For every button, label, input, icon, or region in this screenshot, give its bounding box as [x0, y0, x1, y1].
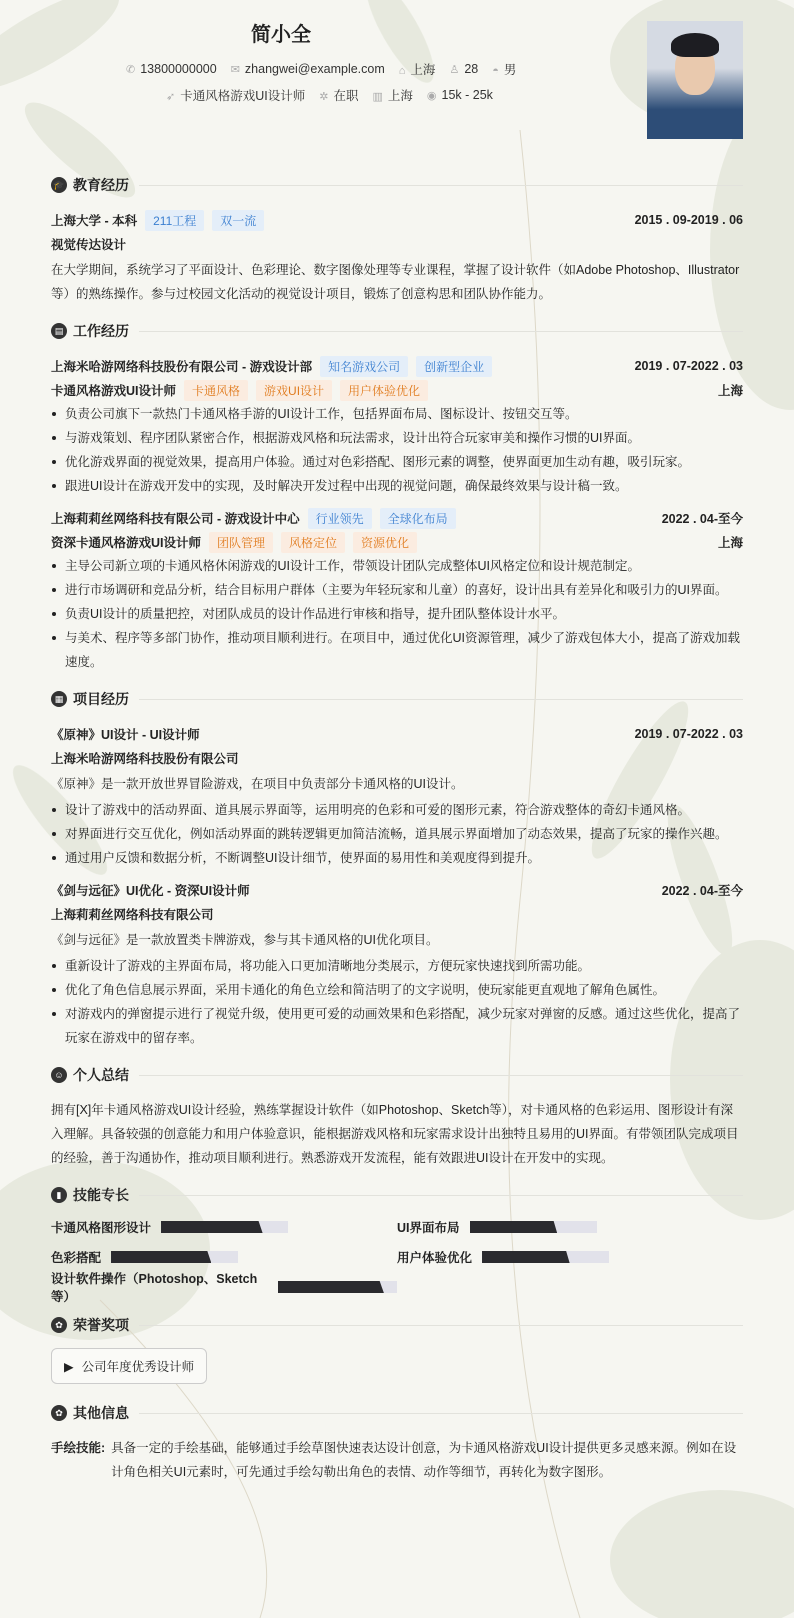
gender-icon: ◓ [492, 65, 499, 77]
section-education [51, 174, 743, 196]
skill-name: 设计软件操作（Photoshop、Sketch等） [51, 1272, 258, 1304]
job-duties [51, 402, 743, 498]
skill-bar-fill [482, 1251, 570, 1263]
spacer [51, 870, 743, 878]
skill-item [51, 1218, 397, 1236]
project-desc: 《剑与远征》是一款放置类卡牌游戏，参与其卡通风格的UI优化项目。 [51, 933, 439, 947]
tag: 风格定位 [281, 532, 345, 553]
list-item: 设计了游戏中的活动界面、道具展示界面等，运用明亮的色彩和可爱的图形元素，符合游戏整体的奇幻卡通风格。 [51, 798, 743, 822]
age: 28 [464, 62, 479, 76]
period: 2022 . 04-至今 [661, 884, 743, 898]
role-row [51, 530, 743, 554]
skill-item [51, 1272, 397, 1304]
section-title: 个人总结 [73, 1067, 129, 1083]
list-item: 对界面进行交互优化，例如活动界面的跳转逻辑更加简洁流畅，道具展示界面增加了动态效果，提高了玩家的操作兴趣。 [51, 822, 743, 846]
tag: 211工程 [145, 210, 204, 231]
graduation-cap-icon: 🎓 [51, 177, 67, 193]
project-header [51, 722, 743, 746]
info-icon: ✿ [51, 1405, 67, 1421]
profile-photo [647, 21, 743, 139]
list-item: 与游戏策划、程序团队紧密合作，根据游戏风格和玩法需求，设计出符合玩家审美和操作习惯的UI界面。 [51, 426, 743, 450]
email: zhangwei@example.com [244, 62, 385, 76]
tag: 行业领先 [308, 508, 372, 529]
project-desc: 《原神》是一款开放世界冒险游戏，在项目中负责部分卡通风格的UI设计。 [51, 777, 464, 791]
tag: 资源优化 [353, 532, 417, 553]
section-skills [51, 1184, 743, 1206]
school: 上海大学 - 本科 [51, 214, 138, 228]
home-icon: ⌂ [398, 65, 406, 77]
briefcase-icon: ▤ [51, 323, 67, 339]
location: 上海 [717, 384, 743, 398]
skill-bar [161, 1221, 288, 1233]
skill-item [397, 1248, 743, 1266]
project-items [51, 798, 743, 870]
section-title: 项目经历 [73, 691, 129, 707]
section-title: 工作经历 [73, 323, 129, 339]
skill-bar-fill [470, 1221, 558, 1233]
list-item: 跟进UI设计在游戏开发中的实现，及时解决开发过程中出现的视觉问题，确保最终效果与设计稿一致。 [51, 474, 743, 498]
project-company-row [51, 902, 743, 926]
project-header [51, 878, 743, 902]
section-work [51, 320, 743, 342]
section-title: 其他信息 [73, 1405, 129, 1421]
section-projects [51, 688, 743, 710]
position: 卡通风格游戏UI设计师 [180, 89, 306, 103]
company: 上海莉莉丝网络科技有限公司 - 游戏设计中心 [51, 512, 300, 526]
skill-name: 色彩搭配 [51, 1251, 102, 1265]
position-icon: ➶ [166, 91, 176, 103]
tag: 卡通风格 [184, 380, 248, 401]
period: 2015 . 09-2019 . 06 [634, 213, 743, 227]
period: 2022 . 04-至今 [661, 512, 743, 526]
list-item: 对游戏内的弹窗提示进行了视觉升级，使用更可爱的动画效果和色彩搭配，减少玩家对弹窗的反感。通过这些优化，提高了玩家在游戏中的留存率。 [51, 1002, 743, 1050]
skill-bar-fill [111, 1251, 211, 1263]
skill-bar [482, 1251, 609, 1263]
tag: 知名游戏公司 [320, 356, 408, 377]
list-item: 优化游戏界面的视觉效果，提高用户体验。通过对色彩搭配、图形元素的调整，使界面更加生动有趣，吸引玩家。 [51, 450, 743, 474]
job-duties [51, 554, 743, 674]
role-group [51, 532, 417, 553]
skill-bar-fill [278, 1281, 384, 1293]
role: 资深卡通风格游戏UI设计师 [51, 536, 202, 550]
phone-icon: ✆ [126, 64, 136, 76]
tag: 创新型企业 [416, 356, 492, 377]
building-icon: ▥ [372, 91, 383, 103]
list-item: 通过用户反馈和数据分析，不断调整UI设计细节，使界面的易用性和美观度得到提升。 [51, 846, 743, 870]
location: 上海 [717, 536, 743, 550]
salary: 15k - 25k [441, 88, 493, 102]
project-company: 上海米哈游网络科技股份有限公司 [51, 752, 239, 766]
period: 2019 . 07-2022 . 03 [634, 359, 743, 373]
job-title-group [51, 356, 492, 377]
other-label: 手绘技能: [51, 1441, 106, 1455]
age-icon: ♙ [449, 64, 460, 76]
resume-header [51, 0, 743, 160]
award-item[interactable] [51, 1348, 207, 1384]
tag: 用户体验优化 [340, 380, 428, 401]
salary-icon: ◉ [426, 90, 437, 102]
skill-bar-fill [161, 1221, 263, 1233]
role-row [51, 378, 743, 402]
chart-icon: ▮ [51, 1187, 67, 1203]
education-desc: 在大学期间，系统学习了平面设计、色彩理论、数字图像处理等专业课程，掌握了设计软件（如Adobe Photoshop、Illustrator等）的熟练操作。参与过校园文化活动的视觉设计项目，锻炼了创意构思和团队协作能力。 [51, 263, 740, 301]
project-title: 《原神》UI设计 - UI设计师 [51, 728, 200, 742]
section-title: 荣誉奖项 [73, 1317, 129, 1333]
list-item: 重新设计了游戏的主界面布局，将功能入口更加清晰地分类展示，方便玩家快速找到所需功能。 [51, 954, 743, 978]
tag: 团队管理 [209, 532, 273, 553]
role-group [51, 380, 428, 401]
city: 上海 [410, 63, 436, 77]
list-item: 与美术、程序等多部门协作，推动项目顺利进行。在项目中，通过优化UI资源管理，减少了游戏包体大小，提高了游戏加载速度。 [51, 626, 743, 674]
job-title-group [51, 508, 456, 529]
list-item: 负责UI设计的质量把控，对团队成员的设计作品进行审核和指导，提升团队整体设计水平。 [51, 602, 743, 626]
job-header [51, 506, 743, 530]
skill-name: UI界面布局 [397, 1221, 460, 1235]
list-item: 优化了角色信息展示界面，采用卡通化的角色立绘和简洁明了的文字说明，使玩家能更直观地了解角色属性。 [51, 978, 743, 1002]
section-awards [51, 1314, 743, 1336]
period: 2019 . 07-2022 . 03 [634, 727, 743, 741]
candidate-name: 简小全 [251, 24, 311, 46]
list-item: 主导公司新立项的卡通风格休闲游戏的UI设计工作，带领设计团队完成整体UI风格定位和设计规范制定。 [51, 554, 743, 578]
project-title: 《剑与远征》UI优化 - 资深UI设计师 [51, 884, 250, 898]
project-items [51, 954, 743, 1050]
skill-bar [111, 1251, 238, 1263]
tag: 游戏UI设计 [256, 380, 332, 401]
award-label: 公司年度优秀设计师 [81, 1360, 195, 1374]
tag: 全球化布局 [380, 508, 456, 529]
spacer [51, 498, 743, 506]
section-summary [51, 1064, 743, 1086]
skill-name: 用户体验优化 [397, 1251, 473, 1265]
award-icon: ✿ [51, 1317, 67, 1333]
phone: 13800000000 [140, 62, 217, 76]
project-company: 上海莉莉丝网络科技有限公司 [51, 908, 214, 922]
section-title: 技能专长 [73, 1187, 129, 1203]
other-text: 具备一定的手绘基础，能够通过手绘草图快速表达设计创意，为卡通风格游戏UI设计提供更多灵感来源。例如在设计角色相关UI元素时，可先通过手绘勾勒出角色的表情、动作等细节，再转化为数字图形。 [111, 1441, 737, 1479]
skill-item [51, 1248, 397, 1266]
grid-icon: ▦ [51, 691, 67, 707]
skill-item [397, 1218, 743, 1236]
role: 卡通风格游戏UI设计师 [51, 384, 177, 398]
skill-bar [470, 1221, 597, 1233]
gender: 男 [503, 63, 517, 77]
job-header [51, 354, 743, 378]
status-icon: ✲ [319, 91, 329, 103]
major: 视觉传达设计 [51, 238, 127, 252]
list-item: 进行市场调研和竞品分析，结合目标用户群体（主要为年轻玩家和儿童）的喜好，设计出具有差异化和吸引力的UI界面。 [51, 578, 743, 602]
play-icon: ▶ [64, 1359, 74, 1374]
section-title: 教育经历 [73, 177, 129, 193]
company: 上海米哈游网络科技股份有限公司 - 游戏设计部 [51, 360, 313, 374]
status: 在职 [333, 89, 359, 103]
skill-bar [278, 1281, 397, 1293]
section-other [51, 1402, 743, 1424]
tag: 双一流 [212, 210, 264, 231]
email-icon: ✉ [230, 64, 240, 76]
target-city: 上海 [387, 89, 413, 103]
summary-text: 拥有[X]年卡通风格游戏UI设计经验，熟练掌握设计软件（如Photoshop、Sketch等），对卡通风格的色彩运用、图形设计有深入理解。具备较强的创意能力和用户体验意识，能根据游戏风格和玩家需求设计出独特且易用的UI界面。有带领团队完成项目的经验，善于沟通协作，推动项目顺利进行。熟悉游戏开发流程，能有效跟进UI设计在开发中的实现。 [51, 1103, 739, 1165]
user-icon: ☺ [51, 1067, 67, 1083]
project-company-row [51, 746, 743, 770]
skill-name: 卡通风格图形设计 [51, 1221, 152, 1235]
list-item: 负责公司旗下一款热门卡通风格手游的UI设计工作，包括界面布局、图标设计、按钮交互等。 [51, 402, 743, 426]
